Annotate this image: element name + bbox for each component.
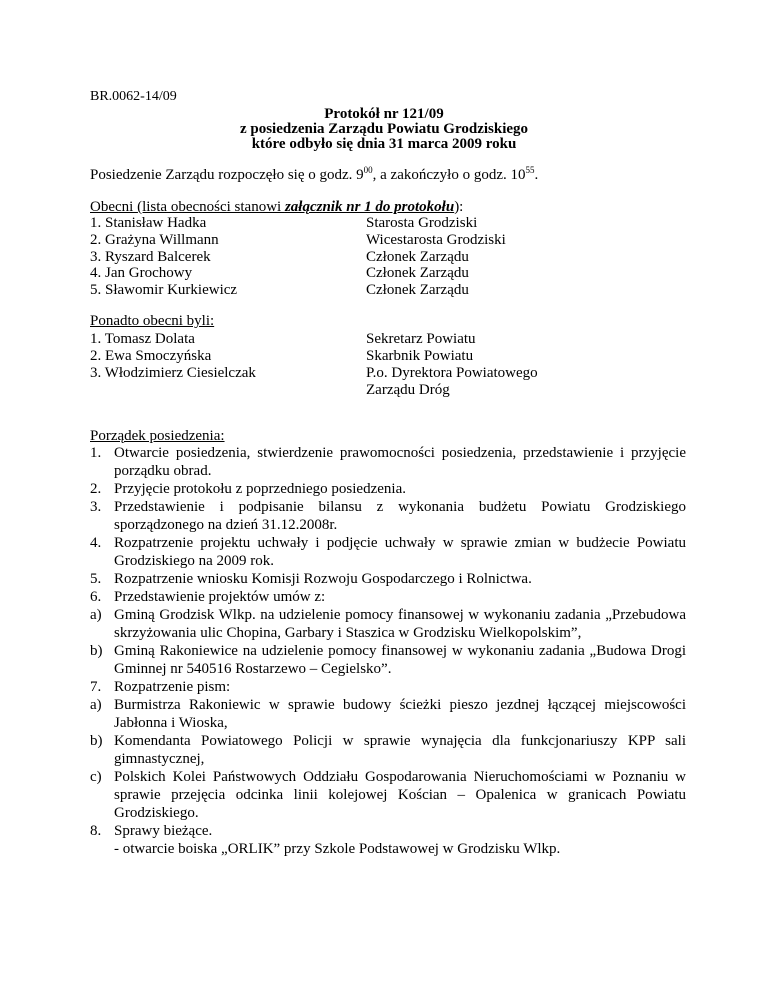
guest-role-continued: Zarządu Dróg (366, 382, 450, 398)
session-start-text: Posiedzenie Zarządu rozpoczęło się o godz. 9 (90, 167, 364, 183)
agenda-subitem: a) Burmistrza Rakoniewic w sprawie budowy ścieżki pieszo jezdnej łączącej miejscowości Jabłonna i Wioska, (90, 697, 686, 731)
guest-name: 2. Ewa Smoczyńska (90, 348, 212, 364)
agenda-heading: Porządek posiedzenia: (90, 428, 225, 444)
agenda-item: 6. Przedstawienie projektów umów z: (90, 589, 326, 605)
agenda-item: 1. Otwarcie posiedzenia, stwierdzenie prawomocności posiedzenia, przedstawienie i przyjęcie porządku obrad. (90, 445, 686, 479)
member-name: 1. Stanisław Hadka (90, 215, 207, 231)
member-role: Starosta Grodziski (366, 215, 478, 231)
member-name: 3. Ryszard Balcerek (90, 249, 211, 265)
member-role: Członek Zarządu (366, 265, 469, 281)
member-role: Członek Zarządu (366, 249, 469, 265)
agenda-subnote: - otwarcie boiska „ORLIK” przy Szkole Podstawowej w Grodzisku Wlkp. (114, 841, 561, 857)
agenda-subitem: a) Gminą Grodzisk Wlkp. na udzielenie pomocy finansowej w wykonaniu zadania „Przebudowa skrzyżowania ulic Chopina, Garbary i Staszica w Grodzisku Wielkopolskim”, (90, 607, 686, 641)
session-times (90, 166, 538, 184)
agenda-subitem: b) Komendanta Powiatowego Policji w sprawie wynajęcia dla funkcjonariuszy KPP sali gimnastycznej, (90, 733, 686, 767)
agenda-item: 5. Rozpatrzenie wniosku Komisji Rozwoju Gospodarczego i Rolnictwa. (90, 571, 532, 587)
agenda-list (90, 444, 686, 858)
member-name: 2. Grażyna Willmann (90, 232, 219, 248)
others-heading: Ponadto obecni byli: (90, 313, 215, 329)
guest-role: Skarbnik Powiatu (366, 348, 474, 364)
agenda-item: 3. Przedstawienie i podpisanie bilansu z wykonania budżetu Powiatu Grodziskiego sporządzonego na dzień 31.12.2008r. (90, 499, 686, 533)
guest-name: 1. Tomasz Dolata (90, 331, 195, 347)
attachment-reference: załącznik nr 1 do protokołu (284, 199, 455, 215)
session-start-minutes: 00 (363, 165, 373, 175)
guest-name: 3. Włodzimierz Ciesielczak (90, 365, 256, 381)
agenda-item: 2. Przyjęcie protokołu z poprzedniego posiedzenia. (90, 481, 406, 497)
member-name: 4. Jan Grochowy (90, 265, 193, 281)
protocol-title: Protokół nr 121/09 (324, 106, 444, 122)
present-heading: Obecni (lista obecności stanowi (90, 199, 285, 215)
document-reference: BR.0062-14/09 (90, 89, 177, 104)
member-role: Wicestarosta Grodziski (366, 232, 506, 248)
agenda-subitem: b) Gminą Rakoniewice na udzielenie pomocy finansowej w wykonaniu zadania „Budowa Drogi Gminnej nr 540516 Rostarzewo – Cegielsko”. (90, 643, 686, 677)
guest-role: P.o. Dyrektora Powiatowego (366, 365, 538, 381)
guest-role: Sekretarz Powiatu (366, 331, 476, 347)
session-end-minutes: 55 (525, 165, 535, 175)
protocol-date: które odbyło się dnia 31 marca 2009 roku (251, 136, 517, 152)
present-heading-line: Obecni (lista obecności stanowi załącznik nr 1 do protokołu): (90, 199, 464, 215)
session-end-text: , a zakończyło o godz. 10 (372, 167, 526, 183)
member-name: 5. Sławomir Kurkiewicz (90, 282, 238, 298)
member-role: Członek Zarządu (366, 282, 469, 298)
agenda-item: 7. Rozpatrzenie pism: (90, 679, 231, 695)
agenda-subitem: c) Polskich Kolei Państwowych Oddziału Gospodarowania Nieruchomościami w Poznaniu w sprawie przejęcia odcinka linii kolejowej Kościan – Opalenica w granicach Powiatu Grodziskiego. (90, 769, 686, 821)
protocol-subtitle: z posiedzenia Zarządu Powiatu Grodziskiego (239, 121, 529, 137)
session-end-suffix: . (534, 167, 539, 183)
agenda-item: 8. Sprawy bieżące. (90, 823, 213, 839)
agenda-item: 4. Rozpatrzenie projektu uchwały i podjęcie uchwały w sprawie zmian w budżecie Powiatu Grodziskiego na 2009 rok. (90, 535, 686, 569)
